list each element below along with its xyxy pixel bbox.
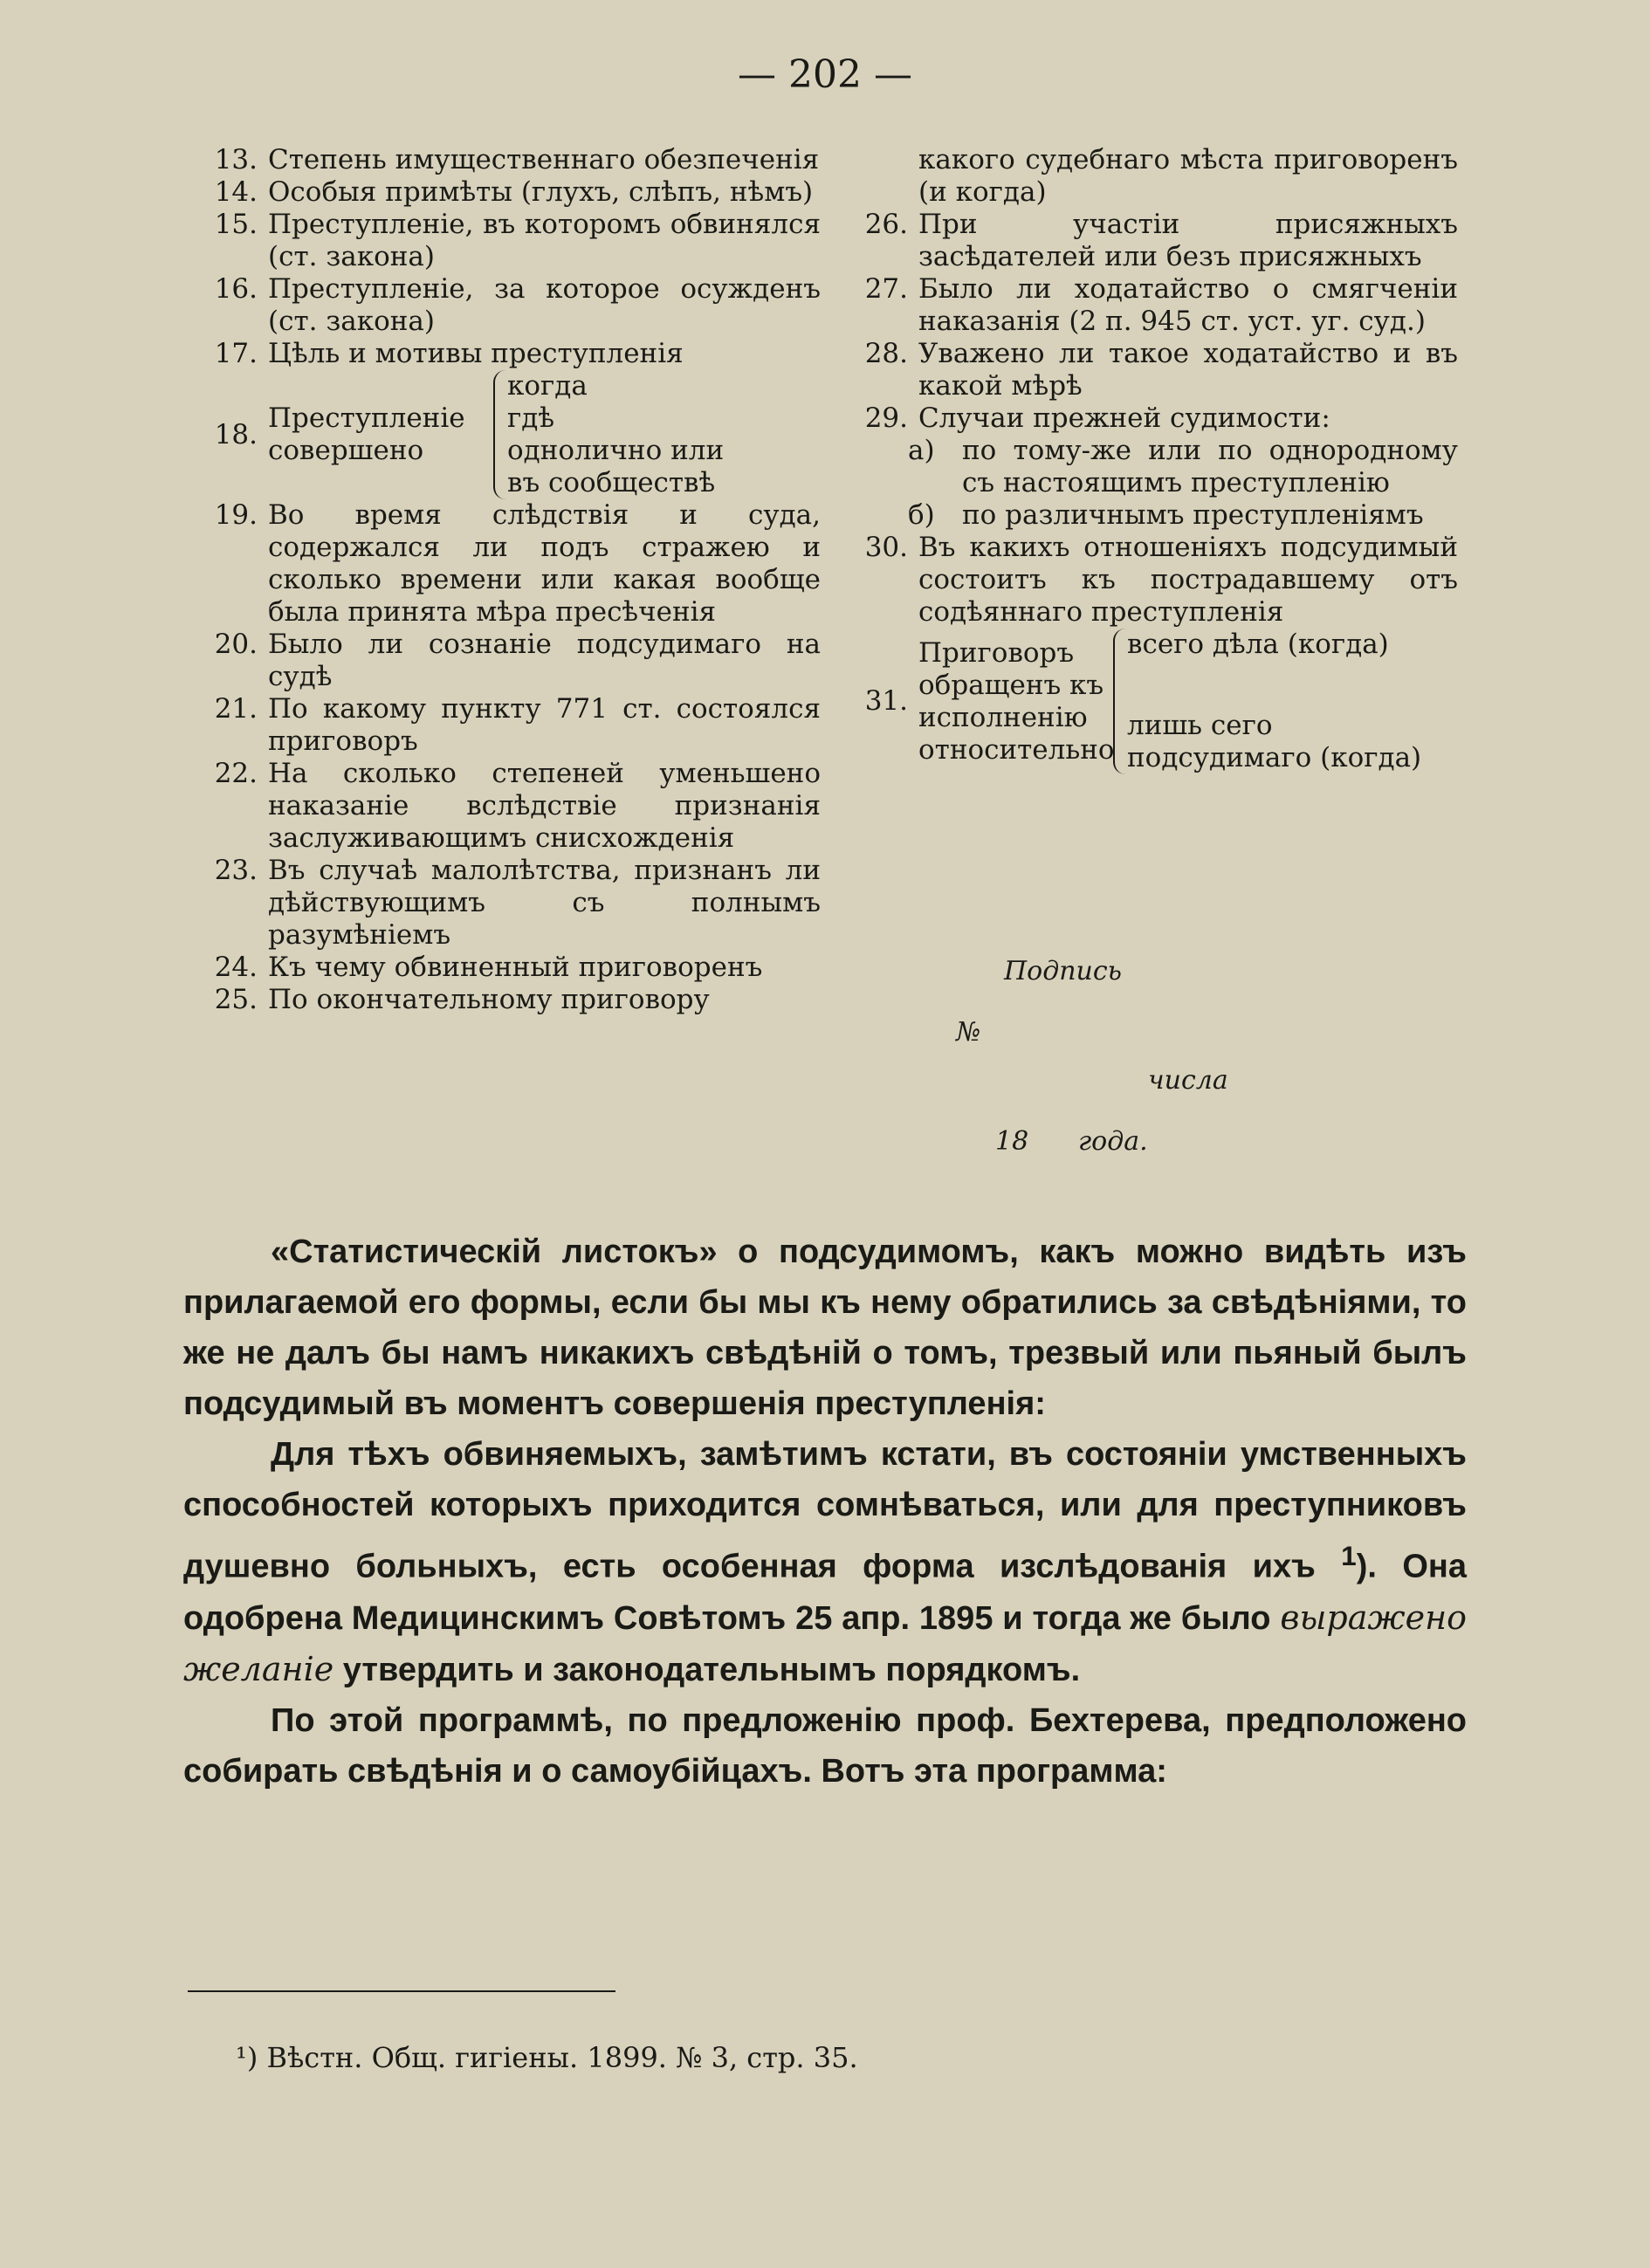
- item-18-options: [493, 370, 724, 499]
- brace-option: въ сообществѣ: [507, 467, 716, 498]
- brace-option: гдѣ: [507, 402, 555, 434]
- sub-item: [834, 435, 1458, 499]
- form-item: [183, 855, 821, 952]
- emphasis: выражено желаніе: [183, 1598, 1467, 1688]
- item-number: 13.: [214, 144, 258, 175]
- item-number: 21.: [214, 693, 258, 725]
- item-text: Было ли ходатайство о смягченіи наказанія (2 п. 945 ст. уст. уг. суд.): [918, 273, 1458, 337]
- item-number: 26.: [864, 209, 908, 240]
- form-item: [834, 402, 1458, 435]
- item-text: Преступленіе, въ которомъ обвинялся (ст. закона): [268, 209, 821, 272]
- item-text: По окончательному приговору: [268, 984, 710, 1015]
- form-item: [183, 273, 821, 338]
- item-number: 22.: [214, 758, 258, 789]
- item-number: б): [908, 499, 935, 531]
- item-number: 24.: [214, 952, 258, 983]
- form-item: [183, 499, 821, 629]
- right-column: [834, 144, 1458, 774]
- item-18-label: Преступленіе совершено: [268, 402, 465, 466]
- item-number: а): [908, 435, 935, 466]
- number-label: №: [956, 1017, 981, 1048]
- item-text: На сколько степеней уменьшено наказаніе вслѣдствіе признанія заслуживающимъ снисхожденія: [268, 758, 821, 854]
- form-item: [183, 144, 821, 176]
- year-prefix: 18: [995, 1126, 1029, 1157]
- item-text: Степень имущественнаго обезпеченія: [268, 144, 820, 175]
- footnote-divider: [188, 1990, 615, 1992]
- paragraph-1: «Статистическій листокъ» о подсудимомъ, какъ можно видѣть изъ прилагаемой его формы, если бы мы къ нему обратились за свѣдѣніями, то же не далъ бы намъ никакихъ свѣдѣній о томъ, трезвый или пьяный былъ подсудимый въ моментъ совершенія преступленія:: [183, 1234, 1467, 1422]
- form-item: [183, 693, 821, 758]
- item-text: по тому-же или по однородному съ настоящимъ преступленію: [962, 435, 1458, 498]
- item-text: При участіи присяжныхъ засѣдателей или безъ присяжныхъ: [918, 209, 1458, 272]
- item-number: 23.: [214, 855, 258, 886]
- item-number: 18.: [214, 418, 258, 450]
- item-number: 19.: [214, 499, 258, 531]
- item-number: 15.: [214, 209, 258, 240]
- item-text: Во время слѣдствія и суда, содержался ли подъ стражею и сколько времени или какая вообще была принята мѣра пресѣченія: [268, 499, 821, 628]
- item-number: 14.: [214, 176, 258, 208]
- day-label: числа: [1148, 1065, 1228, 1096]
- item-number: 29.: [864, 402, 908, 434]
- paragraph-2: Для тѣхъ обвиняемыхъ, замѣтимъ кстати, въ состояніи умственныхъ способностей которыхъ приходится сомнѣваться, или для преступниковъ душевно больныхъ, есть особенная форма изслѣдованія ихъ $^1$). Она одобрена Медицинскимъ Совѣтомъ 25 апр. 1895 и тогда же было выражено желаніе утвердить и законодательнымъ порядкомъ.: [183, 1436, 1467, 1688]
- form-item: [183, 629, 821, 693]
- form-item: [834, 209, 1458, 273]
- item-text: Цѣль и мотивы преступленія: [268, 338, 684, 369]
- footnote: ¹) Вѣстн. Общ. гигіены. 1899. № 3, стр. 35.: [236, 2041, 858, 2074]
- item-30: 30. Въ какихъ отношеніяхъ подсудимый состоитъ къ пострадавшему отъ содѣяннаго преступленія: [864, 532, 1458, 628]
- item-number: 25.: [214, 984, 258, 1015]
- brace-option: всего дѣла (когда): [1127, 629, 1389, 660]
- form-item: [183, 758, 821, 855]
- form-item: [183, 338, 821, 370]
- item-text: Было ли сознаніе подсудимаго на судѣ: [268, 629, 821, 692]
- item-text: Въ случаѣ малолѣтства, признанъ ли дѣйствующимъ съ полнымъ разумѣніемъ: [268, 855, 821, 951]
- item-number: 28.: [864, 338, 908, 369]
- item-18: [183, 370, 821, 499]
- item-text: Уважено ли такое ходатайство и въ какой мѣрѣ: [918, 338, 1458, 402]
- body-text: [183, 1227, 1467, 1797]
- form-item: [834, 338, 1458, 402]
- item-text: по различнымъ преступленіямъ: [962, 499, 1424, 531]
- form-item: [834, 273, 1458, 338]
- brace-option: однолично или: [507, 435, 725, 466]
- page-number: — 202 —: [738, 52, 912, 97]
- form-item: [183, 984, 821, 1016]
- item-number: 16.: [214, 273, 258, 305]
- item-text: Случаи прежней судимости:: [918, 402, 1330, 434]
- signature-label: Подпись: [1004, 956, 1123, 986]
- item-number: 27.: [864, 273, 908, 305]
- item-text: Особыя примѣты (глухъ, слѣпъ, нѣмъ): [268, 176, 814, 208]
- form-item: [183, 952, 821, 984]
- item-31-options: [1113, 629, 1441, 774]
- brace-option: лишь сего подсудимаго (когда): [1127, 710, 1422, 773]
- item-25-continued: какого судебнаго мѣста приговоренъ (и когда): [918, 144, 1458, 208]
- item-number: 20.: [214, 629, 258, 660]
- footnote-ref: 1: [1341, 1540, 1357, 1571]
- brace-option: когда: [507, 370, 588, 402]
- form-item: [183, 209, 821, 273]
- item-text: По какому пункту 771 ст. состоялся приговоръ: [268, 693, 821, 757]
- item-number: 17.: [214, 338, 258, 369]
- left-column: [183, 144, 821, 1016]
- item-text: Преступленіе, за которое осужденъ (ст. закона): [268, 273, 821, 337]
- item-31-label: Приговоръ обращенъ къ исполненію относительно: [918, 636, 1115, 766]
- paragraph-3: По этой программѣ, по предложенію проф. Бехтерева, предположено собирать свѣдѣнія и о самоубійцахъ. Вотъ эта программа:: [183, 1701, 1467, 1790]
- item-text: Къ чему обвиненный приговоренъ: [268, 952, 763, 983]
- item-31: 31. Приговоръ обращенъ къ исполненію относительно всего дѣла (когда) лишь сего подсудимаго (когда): [834, 629, 1458, 774]
- form-item: [183, 176, 821, 209]
- year-label: года.: [1078, 1126, 1148, 1157]
- sub-item: [834, 499, 1458, 532]
